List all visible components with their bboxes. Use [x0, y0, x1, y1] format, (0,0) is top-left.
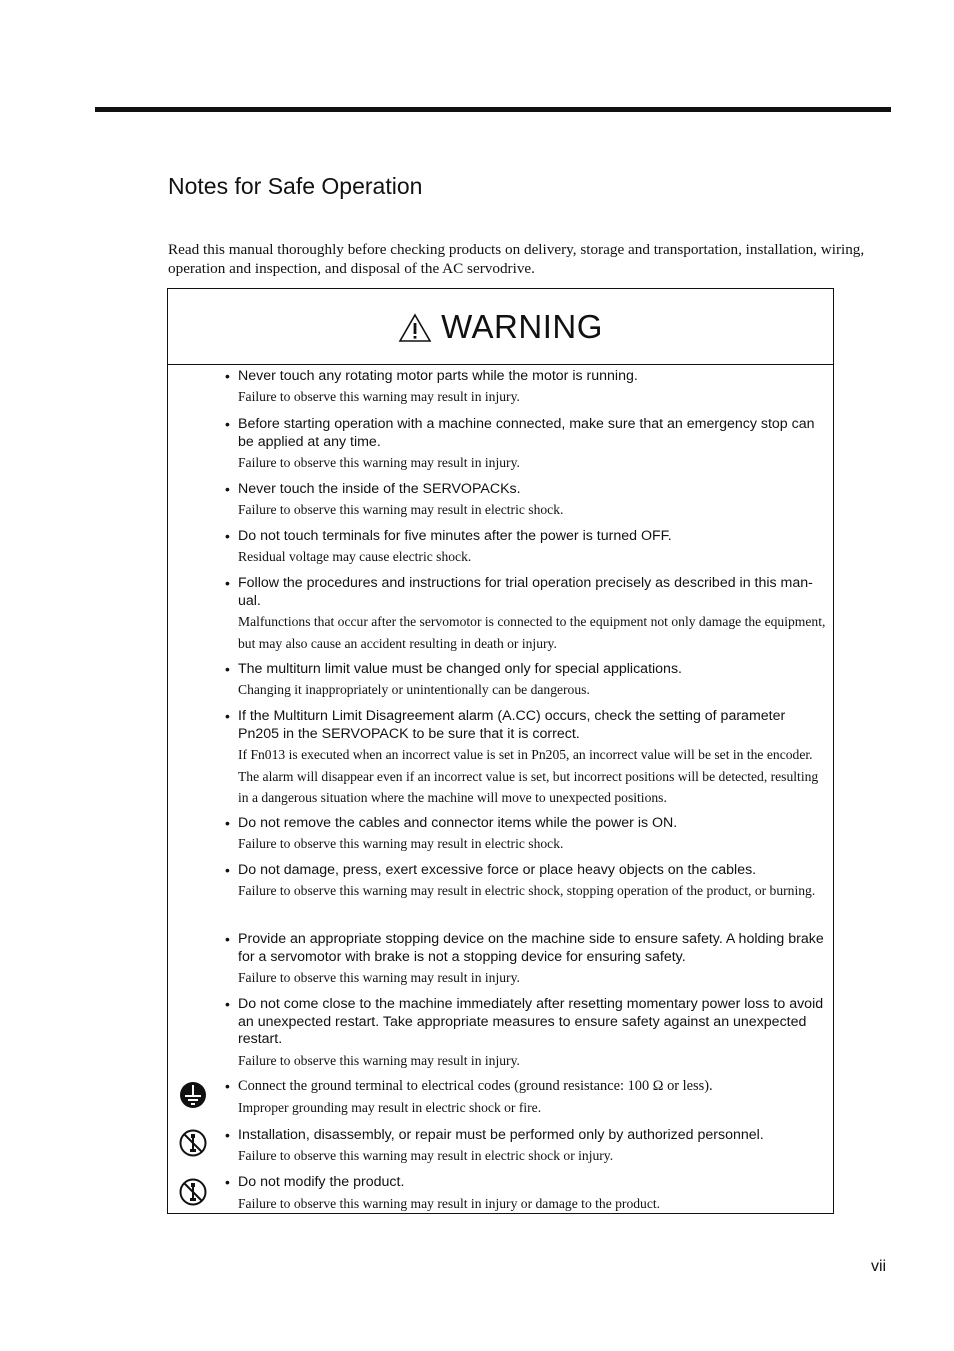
item-main: Do not damage, press, exert excessive force or place heavy objects on the cables. — [238, 862, 757, 878]
item-main: Installation, disassembly, or repair must be performed only by authorized personnel. — [238, 1127, 764, 1143]
bullet: • — [225, 708, 230, 724]
bullet: • — [225, 528, 230, 544]
bullet: • — [225, 575, 230, 591]
item-sub: Failure to observe this warning may result in electric shock or injury. — [238, 1148, 614, 1163]
item-main: The multiturn limit value must be changed only for special applications. — [238, 661, 682, 677]
page-title: Notes for Safe Operation — [168, 173, 423, 199]
no-disassembly-icon — [179, 1178, 207, 1206]
top-rule — [95, 107, 891, 112]
item-sub: Failure to observe this warning may result in electric shock, stopping operation of the product, or burning. — [238, 883, 816, 898]
bullet: • — [225, 368, 230, 384]
item-sub: Failure to observe this warning may result in electric shock. — [238, 836, 564, 851]
item-main: Before starting operation with a machine connected, make sure that an emergency stop can be applied at any time. — [238, 416, 815, 450]
item-sub: Changing it inappropriately or unintentionally can be dangerous. — [238, 682, 590, 697]
item-sub: Failure to observe this warning may result in injury. — [238, 455, 520, 470]
bullet: • — [225, 661, 230, 677]
bullet: • — [225, 996, 230, 1012]
item-sub: Failure to observe this warning may result in electric shock. — [238, 502, 564, 517]
item-sub: If Fn013 is executed when an incorrect value is set in Pn205, an incorrect value will be set in the encoder. The alarm will disappear even if an incorrect value is set, but incorrect positions will be detected, resulting in a dangerous situation where the machine will move to unexpected positions. — [238, 747, 819, 805]
item-sub: Failure to observe this warning may result in injury or damage to the product. — [238, 1196, 661, 1211]
item-sub: Malfunctions that occur after the servomotor is connected to the equipment not only damage the equipment, but may also cause an accident resulting in death or injury. — [238, 614, 826, 651]
item-main: Never touch the inside of the SERVOPACKs. — [238, 481, 521, 497]
item-main: Connect the ground terminal to electrical codes (ground resistance: 100 Ω or less). — [238, 1078, 713, 1094]
warning-header — [168, 289, 833, 365]
no-disassembly-icon — [179, 1129, 207, 1157]
bullet: • — [225, 862, 230, 878]
warning-triangle-icon — [398, 313, 432, 343]
item-main: Follow the procedures and instructions for trial operation precisely as described in this man-ual. — [238, 575, 813, 609]
item-main: If the Multiturn Limit Disagreement alarm (A.CC) occurs, check the setting of parameter Pn205 in the SERVOPACK to be sure that it is correct. — [238, 708, 786, 742]
warning-title: WARNING — [441, 307, 603, 345]
bullet: • — [225, 1127, 230, 1143]
item-sub: Failure to observe this warning may result in injury. — [238, 389, 520, 404]
bullet: • — [225, 416, 230, 432]
page-number: vii — [871, 1258, 887, 1275]
warning-box — [167, 288, 834, 1214]
item-main: Do not come close to the machine immediately after resetting momentary power loss to avoid an unexpected restart. Take appropriate measures to ensure safety against an unexpected restart. — [238, 996, 824, 1047]
bullet: • — [225, 481, 230, 497]
item-sub: Failure to observe this warning may result in injury. — [238, 970, 520, 985]
bullet: • — [225, 931, 230, 947]
item-sub: Residual voltage may cause electric shock. — [238, 549, 472, 564]
item-main: Do not modify the product. — [238, 1174, 405, 1190]
bullet: • — [225, 1078, 230, 1094]
intro-paragraph: Read this manual thoroughly before checking products on delivery, storage and transportation, installation, wiring, operation and inspection, and disposal of the AC servodrive. — [168, 241, 865, 277]
item-main: Never touch any rotating motor parts while the motor is running. — [238, 368, 638, 384]
bullet: • — [225, 815, 230, 831]
item-main: Provide an appropriate stopping device on the machine side to ensure safety. A holding brake for a servomotor with brake is not a stopping device for ensuring safety. — [238, 931, 824, 965]
item-sub: Improper grounding may result in electric shock or fire. — [238, 1100, 542, 1115]
item-main: Do not touch terminals for five minutes after the power is turned OFF. — [238, 528, 672, 544]
ground-symbol-icon — [179, 1081, 207, 1109]
item-sub: Failure to observe this warning may result in injury. — [238, 1053, 520, 1068]
bullet: • — [225, 1174, 230, 1190]
item-main: Do not remove the cables and connector items while the power is ON. — [238, 815, 678, 831]
